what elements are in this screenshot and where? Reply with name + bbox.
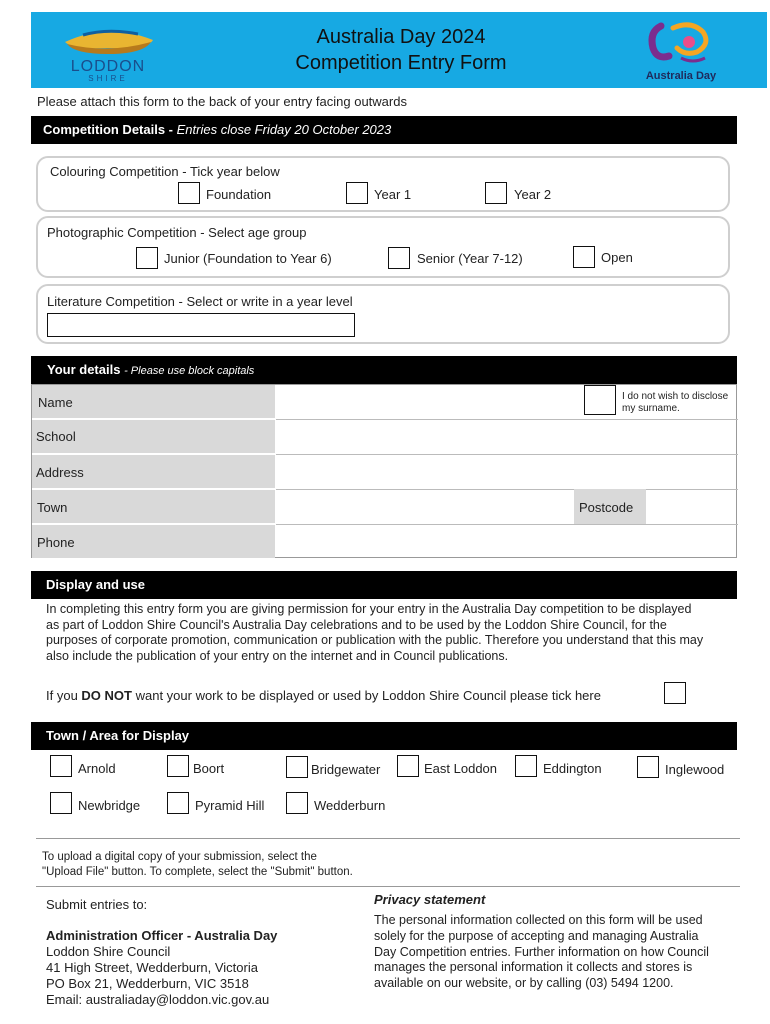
submit-line-email: Email: australiaday@loddon.vic.gov.au <box>46 992 270 1007</box>
town-inglewood-label: Inglewood <box>665 762 725 777</box>
town-inglewood-checkbox[interactable] <box>637 756 659 778</box>
upload-line-2: "Upload File" button. To complete, select the "Submit" button. <box>42 866 353 878</box>
your-details-bar <box>31 356 737 384</box>
phone-label: Phone <box>37 535 75 550</box>
foundation-checkbox[interactable] <box>178 182 200 204</box>
loddon-shire-logo <box>53 20 163 82</box>
upload-line-1: To upload a digital copy of your submission, select the <box>42 851 317 863</box>
colouring-competition-box <box>36 156 730 212</box>
surname-optout-checkbox[interactable] <box>584 385 616 415</box>
details-table <box>31 384 737 558</box>
display-optout-text <box>46 688 601 703</box>
foundation-label: Foundation <box>206 187 272 202</box>
logo-left-sub: SHIRE <box>88 74 128 83</box>
name-input[interactable] <box>276 385 578 419</box>
senior-checkbox[interactable] <box>388 247 410 269</box>
privacy-heading: Privacy statement <box>374 892 486 907</box>
town-label: Town <box>37 500 68 515</box>
town-arnold-checkbox[interactable] <box>50 755 72 777</box>
logo-left-text: LODDON <box>70 58 146 75</box>
postcode-input[interactable] <box>646 489 738 524</box>
photographic-label: Photographic Competition - Select age group <box>47 225 307 240</box>
school-input[interactable] <box>276 419 738 454</box>
year-2-checkbox[interactable] <box>485 182 507 204</box>
title-line-1: Australia Day 2024 <box>316 26 486 48</box>
optout-prefix: If you <box>46 688 82 703</box>
town-east-loddon-checkbox[interactable] <box>397 755 419 777</box>
towns-heading: Town / Area for Display <box>46 728 190 743</box>
submit-address <box>46 928 277 1008</box>
address-input[interactable] <box>276 454 738 489</box>
address-label-cell <box>32 455 275 489</box>
school-label: School <box>36 429 76 444</box>
display-heading: Display and use <box>46 577 145 592</box>
divider-top <box>36 838 740 839</box>
submit-label: Submit entries to: <box>46 897 148 912</box>
submit-line-council: Loddon Shire Council <box>46 944 171 959</box>
name-label: Name <box>38 395 73 410</box>
literature-label: Literature Competition - Select or write in a year level <box>47 294 353 309</box>
junior-label: Junior (Foundation to Year 6) <box>164 251 332 266</box>
submit-line-street: 41 High Street, Wedderburn, Victoria <box>46 960 258 975</box>
competition-heading-note: Entries close Friday 20 October 2023 <box>176 122 392 137</box>
competition-details-bar <box>31 116 737 144</box>
town-input[interactable] <box>276 489 574 524</box>
year-level-input[interactable] <box>47 313 355 337</box>
address-label: Address <box>36 465 84 480</box>
school-label-cell <box>32 420 275 454</box>
page-title <box>231 24 571 76</box>
town-bridgewater-label: Bridgewater <box>311 762 381 777</box>
open-label: Open <box>601 250 633 265</box>
display-optout-checkbox[interactable] <box>664 682 686 704</box>
details-heading-note: - Please use block capitals <box>124 365 255 377</box>
surname-optout-label: I do not wish to disclose my surname. <box>622 391 729 414</box>
submit-officer: Administration Officer - Australia Day <box>46 928 278 943</box>
competition-heading: Competition Details - <box>43 122 174 137</box>
town-wedderburn-label: Wedderburn <box>314 798 386 813</box>
optout-suffix: want your work to be displayed or used by Loddon Shire Council please tick here <box>131 688 601 703</box>
town-bridgewater-checkbox[interactable] <box>286 756 308 778</box>
logo-right-text: Australia Day <box>645 70 717 82</box>
town-east-loddon-label: East Loddon <box>424 761 498 776</box>
town-pyramid-hill-label: Pyramid Hill <box>195 798 265 813</box>
upload-instructions <box>42 850 353 880</box>
phone-input[interactable] <box>276 524 738 558</box>
details-heading: Your details <box>47 362 121 377</box>
privacy-text: The personal information collected on this form will be used solely for the purpose of accepting and managing Australia Day Competition entries. Further information on how Council manages the personal information it collects and stores is available on our website, or by calling (03) 5494 1200. <box>374 913 709 991</box>
town-arnold-label: Arnold <box>78 761 116 776</box>
year-1-label: Year 1 <box>374 187 412 202</box>
town-newbridge-label: Newbridge <box>78 798 141 813</box>
town-boort-label: Boort <box>193 761 225 776</box>
town-newbridge-checkbox[interactable] <box>50 792 72 814</box>
colouring-label: Colouring Competition - Tick year below <box>50 164 280 179</box>
town-label-cell <box>32 490 275 524</box>
optout-bold: DO NOT <box>81 688 132 703</box>
literature-competition-box <box>36 284 730 344</box>
senior-label: Senior (Year 7-12) <box>417 251 523 266</box>
name-label-cell <box>32 385 275 419</box>
display-and-use-bar <box>31 571 737 599</box>
title-line-2: Competition Entry Form <box>295 52 507 74</box>
phone-label-cell <box>32 525 275 558</box>
year-2-label: Year 2 <box>514 187 552 202</box>
intro-text: Please attach this form to the back of your entry facing outwards <box>37 94 407 109</box>
open-checkbox[interactable] <box>573 246 595 268</box>
town-eddington-label: Eddington <box>543 761 602 776</box>
display-paragraph: In completing this entry form you are giving permission for your entry in the Australia Day competition to be displayed as part of Loddon Shire Council's Australia Day celebrations and to be used by the Loddon Shire Council, for the purposes of corporate promotion, communication or publication with the public. Therefore you understand that this may also include the publication of your entry on the internet and in Council publications. <box>46 602 704 663</box>
divider-bottom <box>36 886 740 887</box>
junior-checkbox[interactable] <box>136 247 158 269</box>
year-1-checkbox[interactable] <box>346 182 368 204</box>
town-area-bar <box>31 722 737 750</box>
header-banner <box>31 12 767 88</box>
town-eddington-checkbox[interactable] <box>515 755 537 777</box>
australia-day-logo <box>631 18 731 84</box>
submit-line-pobox: PO Box 21, Wedderburn, VIC 3518 <box>46 976 249 991</box>
postcode-label-cell <box>574 489 646 524</box>
postcode-label: Postcode <box>579 500 634 515</box>
town-wedderburn-checkbox[interactable] <box>286 792 308 814</box>
photographic-competition-box <box>36 216 730 278</box>
town-boort-checkbox[interactable] <box>167 755 189 777</box>
town-pyramid-hill-checkbox[interactable] <box>167 792 189 814</box>
